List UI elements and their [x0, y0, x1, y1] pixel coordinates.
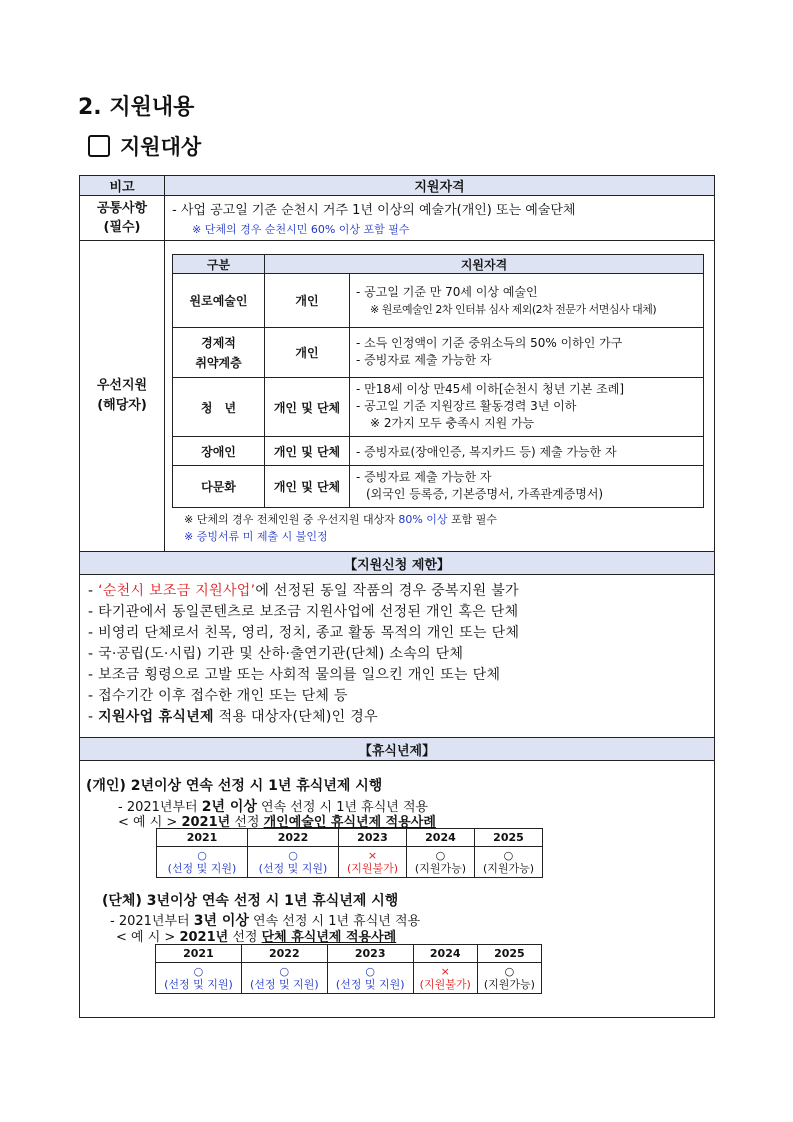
rest-group-title: (단체) 3년이상 연속 선정 시 1년 휴식년제 시행: [102, 893, 399, 909]
status-label: (선정 및 지원): [258, 862, 328, 875]
section-title: 2. 지원내용: [78, 95, 195, 120]
status-mark: ×: [440, 965, 450, 978]
desc-bold: 2년 이상: [201, 799, 257, 815]
priority-desc-lowincome: [356, 335, 701, 369]
restriction-item: - 타기관에서 동일콘텐츠로 보조금 지원사업에 선정된 개인 혹은 단체: [88, 604, 519, 620]
category-line2: 취약계층: [195, 355, 242, 370]
priority-label-line2: (해당자): [97, 398, 147, 413]
example-prefix: < 예 시 >: [118, 815, 182, 830]
status-label: (선정 및 지원): [249, 978, 319, 991]
status-cell: [474, 847, 542, 878]
subsection-heading: [88, 131, 201, 161]
example-underlined: 개인예술인 휴식년제 적용사례: [263, 815, 436, 830]
status-cell: [156, 963, 242, 994]
common-label: [80, 196, 164, 240]
status-mark: ○: [365, 965, 375, 978]
rest-group-year-table: [155, 944, 542, 994]
desc-bold: 3년 이상: [193, 913, 249, 929]
desc-line: - 증빙자료 제출 가능한 자: [356, 470, 492, 484]
checkbox-icon: [88, 135, 110, 157]
note-text: 포함 필수: [447, 513, 498, 526]
status-label: (선정 및 지원): [164, 978, 233, 991]
desc-line: - 만18세 이상 만45세 이하[순천시 청년 기본 조례]: [356, 382, 624, 396]
desc-text: 연속 선정 시 1년 휴식년 적용: [248, 914, 421, 929]
priority-type-disabled: 개인 및 단체: [273, 444, 341, 459]
desc-text: - 2021년부터: [118, 800, 202, 815]
desc-line: (외국인 등록증, 기본증명서, 가족관계증명서): [366, 487, 604, 501]
priority-category-youth: 청 년: [200, 400, 237, 415]
item-highlight: ‘순천시 보조금 지원사업’: [98, 583, 256, 599]
year-cell: 2023: [327, 945, 413, 963]
status-label: (지원가능): [483, 978, 535, 991]
rest-individual-year-table: [156, 828, 543, 878]
priority-desc-disabled: - 증빙자료(장애인증, 복지카드 등) 제출 가능한 자: [356, 445, 617, 459]
status-mark: ○: [435, 849, 446, 862]
status-cell: [248, 847, 339, 878]
priority-desc-elder: [356, 284, 701, 318]
priority-label: [80, 241, 164, 551]
status-mark: ○: [503, 849, 514, 862]
status-mark: ○: [504, 965, 515, 978]
restriction-item: - 접수기간 이후 접수한 개인 또는 단체 등: [88, 688, 348, 704]
priority-type-youth: 개인 및 단체: [273, 400, 341, 415]
year-cell: 2021: [157, 829, 248, 847]
note-highlight: 80% 이상: [398, 513, 448, 526]
priority-type-elder: 개인: [295, 294, 319, 308]
status-cell: [241, 963, 327, 994]
year-cell: 2022: [248, 829, 339, 847]
status-label: (지원가능): [414, 862, 467, 875]
priority-category-disabled: 장애인: [201, 444, 236, 459]
year-cell: 2024: [413, 945, 477, 963]
restriction-list: [88, 581, 708, 728]
priority-type-lowincome: 개인: [295, 346, 319, 360]
status-cell: [157, 847, 248, 878]
status-label: (선정 및 지원): [335, 978, 405, 991]
year-cell: 2021: [156, 945, 242, 963]
priority-desc-multicultural: [356, 469, 701, 503]
priority-type-multicultural: 개인 및 단체: [273, 480, 341, 494]
status-mark: ○: [288, 849, 298, 862]
inner-header-qualification: 지원자격: [265, 255, 703, 273]
status-label: (지원가능): [482, 862, 535, 875]
restriction-item: [88, 581, 708, 602]
status-mark: ○: [193, 965, 204, 978]
status-cell: [339, 847, 407, 878]
common-note: ※ 단체의 경우 순천시민 60% 이상 포함 필수: [192, 223, 410, 236]
item-prefix: -: [88, 709, 99, 725]
year-cell: 2022: [241, 945, 327, 963]
priority-desc-youth: [356, 381, 701, 432]
common-text: - 사업 공고일 기준 순천시 거주 1년 이상의 예술가(개인) 또는 예술단체: [172, 203, 576, 218]
restriction-item: - 국·공립(도·시립) 기관 및 산하·출연기관(단체) 소속의 단체: [88, 646, 464, 662]
desc-text: - 2021년부터: [110, 914, 194, 929]
subsection-title: 지원대상: [120, 135, 202, 159]
year-cell: 2025: [474, 829, 542, 847]
status-mark: ○: [197, 849, 207, 862]
common-label-line2: (필수): [103, 220, 141, 235]
desc-line: - 공고일 기준 만 70세 이상 예술인: [356, 285, 538, 299]
inner-header-category: 구분: [173, 255, 264, 273]
year-cell: 2023: [339, 829, 407, 847]
year-cell: 2024: [406, 829, 474, 847]
priority-category-multicultural: 다문화: [201, 480, 236, 494]
status-label: (선정 및 지원): [167, 862, 237, 875]
rest-individual-title: (개인) 2년이상 연속 선정 시 1년 휴식년제 시행: [86, 778, 383, 794]
item-text: 적용 대상자(단체)인 경우: [213, 709, 378, 725]
example-underlined: 단체 휴식년제 적용사례: [261, 930, 397, 945]
status-mark: ○: [279, 965, 290, 978]
desc-text: 연속 선정 시 1년 휴식년 적용: [256, 800, 429, 815]
item-prefix: -: [88, 583, 99, 599]
example-text: 선정: [228, 930, 262, 945]
example-year: 2021년: [181, 815, 231, 830]
status-mark: ×: [367, 849, 378, 862]
category-line1: 경제적: [201, 335, 236, 350]
priority-category-elder: 원로예술인: [189, 294, 248, 308]
example-text: 선정: [230, 815, 264, 830]
note-text: ※ 단체의 경우 전체인원 중 우선지원 대상자: [184, 513, 399, 526]
restriction-item: [88, 707, 708, 728]
status-cell: [413, 963, 477, 994]
rest-group-example: [116, 926, 396, 945]
status-label: (지원불가): [419, 978, 471, 991]
common-label-line1: 공통사항: [96, 201, 148, 216]
status-cell: [406, 847, 474, 878]
restriction-item: - 비영리 단체로서 친목, 영리, 정치, 종교 활동 목적의 개인 또는 단체: [88, 625, 520, 641]
rest-header: 【휴식년제】: [80, 738, 714, 760]
status-cell: [477, 963, 541, 994]
desc-line: ※ 2가지 모두 충족시 지원 가능: [370, 416, 535, 430]
restriction-header: 【지원신청 제한】: [80, 552, 714, 574]
priority-category-lowincome: [173, 328, 264, 377]
desc-line: - 공고일 기준 지원장르 활동경력 3년 이하: [356, 399, 577, 413]
priority-note-1: [184, 511, 704, 527]
col-header-qualification: 지원자격: [165, 176, 714, 195]
example-year: 2021년: [179, 930, 229, 945]
desc-line: - 증빙자료 제출 가능한 자: [356, 353, 492, 367]
restriction-item: - 보조금 횡령으로 고발 또는 사회적 물의를 일으킨 개인 또는 단체: [88, 667, 501, 683]
priority-note-2: ※ 증빙서류 미 제출 시 불인정: [184, 530, 328, 543]
status-label: (지원불가): [346, 862, 399, 875]
desc-line: ※ 원로예술인 2차 인터뷰 심사 제외(2차 전문가 서면심사 대체): [370, 303, 657, 316]
status-cell: [327, 963, 413, 994]
desc-line: - 소득 인정액이 기준 중위소득의 50% 이하인 가구: [356, 336, 623, 350]
example-prefix: < 예 시 >: [116, 930, 180, 945]
item-text: 에 선정된 동일 작품의 경우 중복지원 불가: [255, 583, 519, 599]
item-bold: 지원사업 휴식년제: [98, 709, 214, 725]
priority-label-line1: 우선지원: [96, 378, 148, 393]
year-cell: 2025: [477, 945, 541, 963]
col-header-note: 비고: [80, 176, 164, 195]
